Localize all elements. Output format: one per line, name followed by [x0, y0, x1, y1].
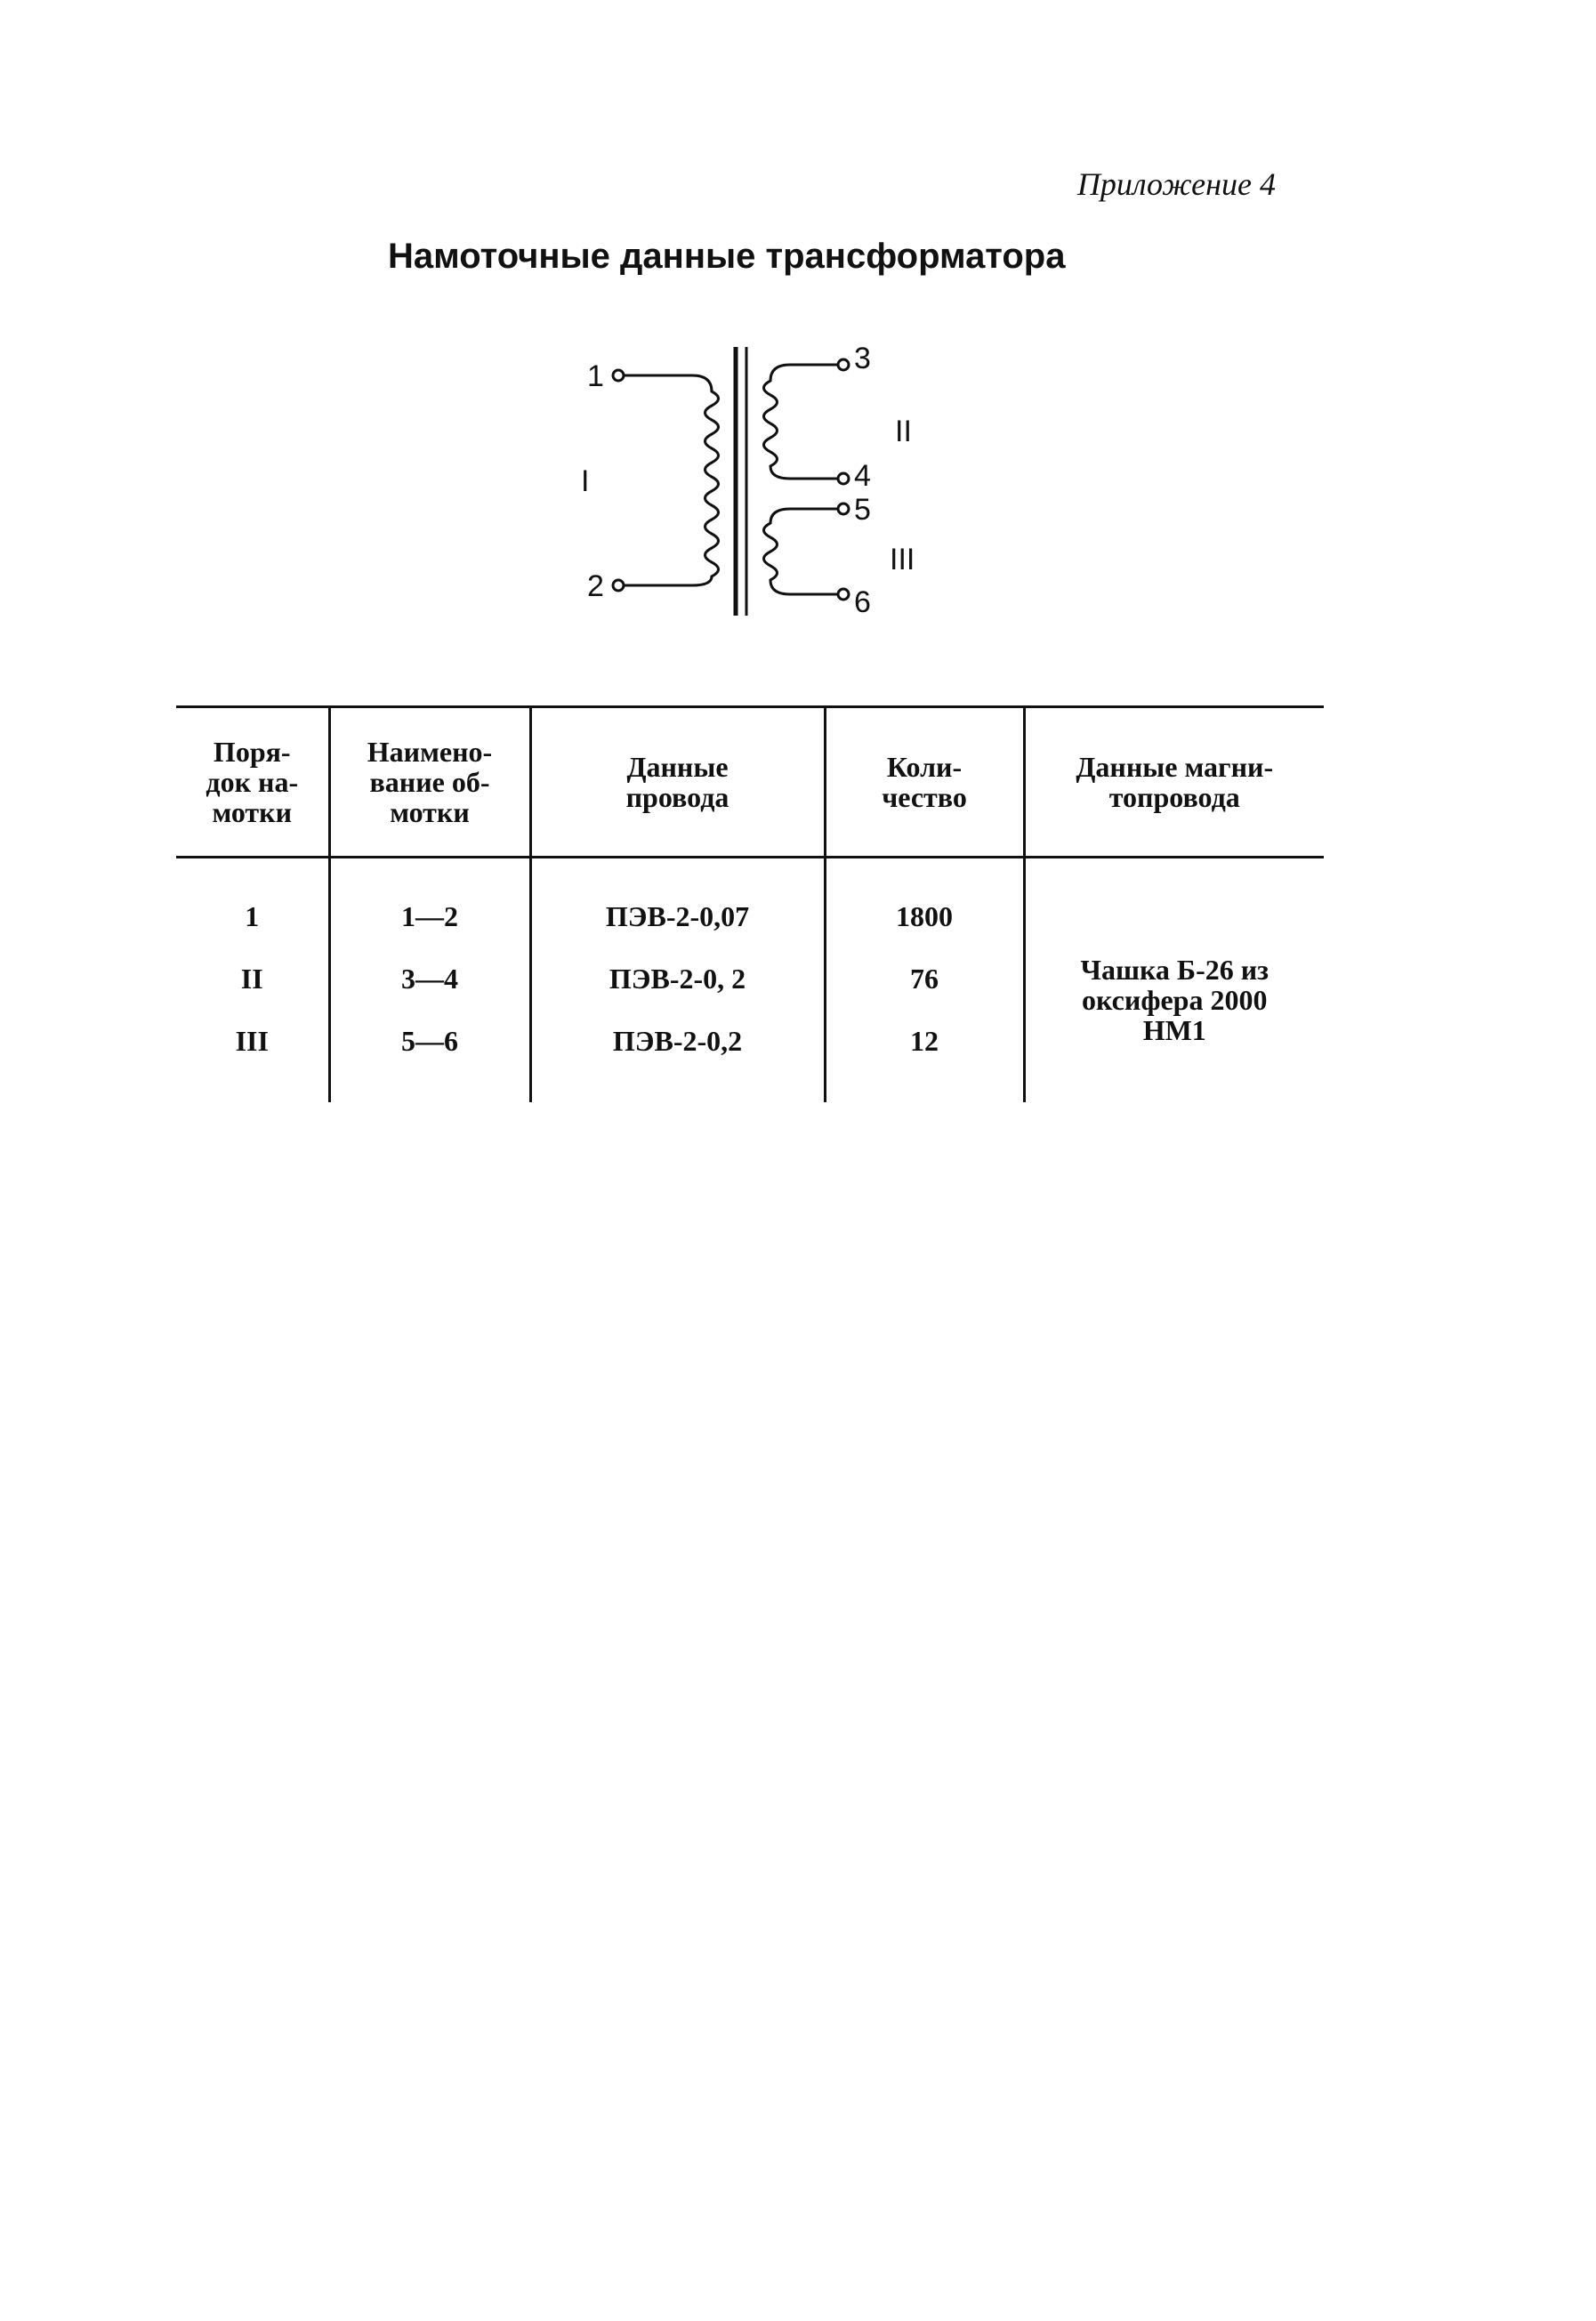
transformer-schematic	[560, 329, 970, 632]
terminal-5-dot	[838, 504, 849, 514]
row-3-order: III	[235, 1025, 269, 1057]
winding-II-label: II	[895, 415, 912, 448]
row-2-name: 3—4	[401, 963, 458, 995]
row-3-wire: ПЭВ-2-0,2	[612, 1025, 743, 1057]
terminal-2-dot	[613, 580, 624, 591]
header-order: Поря- док на- мотки	[176, 707, 329, 858]
winding-III-coil	[764, 509, 839, 594]
core-data-cell: Чашка Б-26 из оксифера 2000 НМ1	[1024, 858, 1324, 1103]
table-body-row	[176, 858, 1324, 1103]
header-count: Коли- чество	[825, 707, 1024, 858]
winding-I-label: I	[581, 464, 590, 498]
row-2-order: II	[240, 963, 263, 995]
terminal-2-label: 2	[587, 569, 604, 603]
header-winding-name: Наимено- вание об- мотки	[329, 707, 530, 858]
terminal-6-dot	[838, 589, 849, 600]
terminal-6-label: 6	[854, 585, 871, 619]
wire-column	[530, 858, 825, 1103]
winding-data-table	[176, 705, 1324, 1102]
terminal-1-label: 1	[587, 359, 604, 393]
row-1-wire: ПЭВ-2-0,07	[605, 900, 750, 932]
terminal-4-dot	[838, 473, 849, 484]
row-1-name: 1—2	[401, 900, 458, 932]
winding-III-label: III	[890, 543, 915, 576]
appendix-label: Приложение 4	[1076, 166, 1276, 202]
terminal-4-label: 4	[854, 459, 871, 493]
row-2-wire: ПЭВ-2-0, 2	[609, 963, 746, 995]
terminal-1-dot	[613, 370, 624, 381]
row-1-order: 1	[245, 900, 260, 932]
page-title: Намоточные данные трансформатора	[388, 237, 1066, 276]
terminal-3-dot	[838, 359, 849, 370]
terminal-3-label: 3	[854, 342, 871, 375]
winding-I-coil	[624, 375, 719, 585]
name-column	[329, 858, 530, 1103]
order-column	[176, 858, 329, 1103]
row-1-count: 1800	[896, 900, 953, 932]
count-column	[825, 858, 1024, 1103]
row-2-count: 76	[910, 963, 939, 995]
header-wire-data: Данные провода	[530, 707, 825, 858]
terminal-5-label: 5	[854, 493, 871, 527]
table-header-row	[176, 707, 1324, 858]
row-3-count: 12	[910, 1025, 939, 1057]
winding-II-coil	[764, 365, 839, 479]
row-3-name: 5—6	[401, 1025, 458, 1057]
header-core-data: Данные магни- топровода	[1024, 707, 1324, 858]
